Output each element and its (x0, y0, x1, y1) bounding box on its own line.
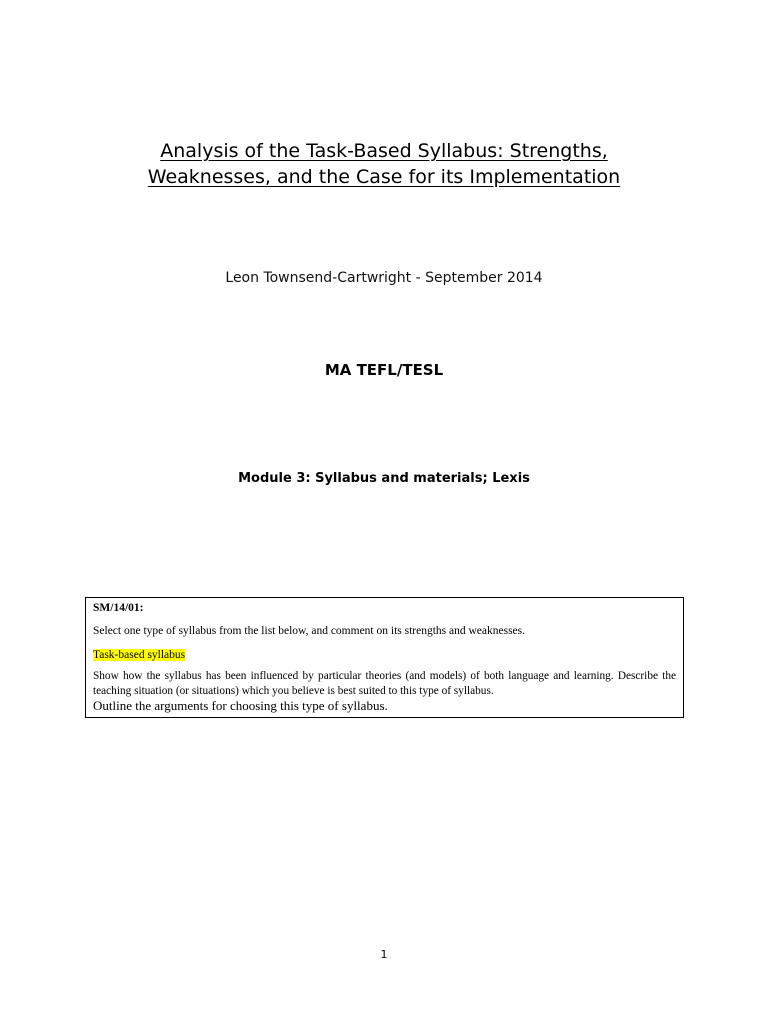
author-date-line: Leon Townsend-Cartwright - September 2014 (225, 270, 543, 286)
program-heading: MA TEFL/TESL (324, 361, 444, 379)
assignment-code: SM/14/01: (93, 602, 144, 614)
assignment-body-text: Show how the syllabus has been influenced by particular theories (and models) of both language and learning. Describe the teaching situation (or situations) which you believe is best suited to this type of syllabus. (93, 670, 676, 697)
module-heading: Module 3: Syllabus and materials; Lexis (238, 471, 530, 486)
assignment-outline-text: Outline the arguments for choosing this type of syllabus. (93, 698, 388, 713)
document-title (0, 138, 768, 190)
assignment-instruction: Select one type of syllabus from the list below, and comment on its strengths and weaknesses. (93, 625, 526, 637)
title-line-2: Weaknesses, and the Case for its Implementation (147, 166, 621, 188)
page-number: 1 (380, 948, 388, 961)
highlighted-syllabus-text: Task-based syllabus (93, 649, 186, 661)
assignment-box (85, 597, 684, 718)
highlighted-syllabus-choice (93, 648, 676, 663)
title-line-1: Analysis of the Task-Based Syllabus: Strengths, (160, 140, 608, 162)
